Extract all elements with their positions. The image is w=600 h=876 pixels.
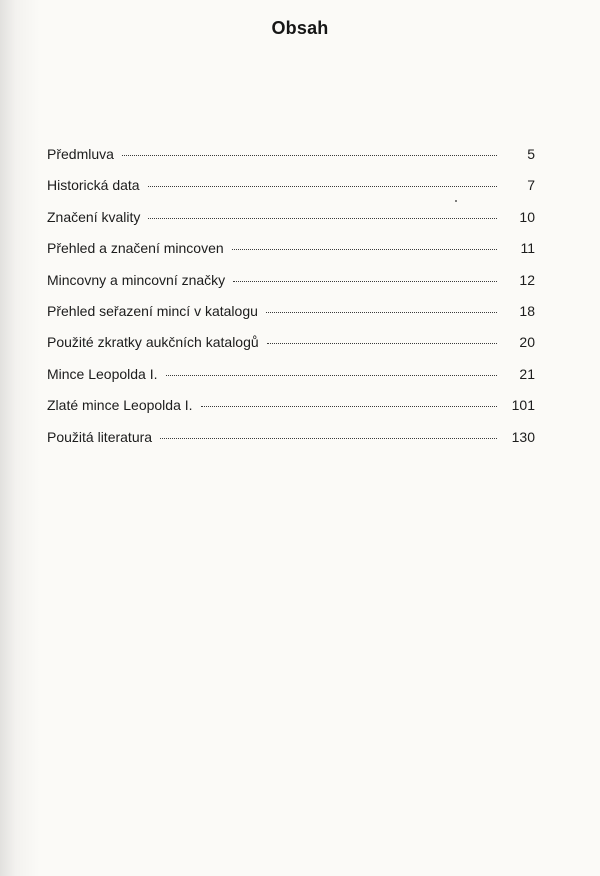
table-of-contents	[47, 146, 535, 460]
page-title: Obsah	[271, 18, 329, 38]
toc-dot-leader	[266, 312, 497, 313]
toc-entry-page: 20	[519, 334, 535, 351]
toc-entry	[47, 366, 535, 397]
toc-entry-label: Značení kvality	[47, 208, 141, 225]
toc-entry-label: Použitá literatura	[47, 428, 153, 445]
toc-entry-page: 101	[511, 397, 535, 414]
toc-entry-page: 130	[511, 428, 535, 445]
toc-entry-page: 7	[527, 177, 535, 194]
toc-dot-leader	[122, 155, 497, 156]
toc-entry-label: Zlaté mince Leopolda I.	[47, 397, 193, 414]
toc-dot-leader	[201, 406, 497, 407]
toc-entry-page: 12	[519, 271, 535, 288]
toc-entry	[47, 177, 535, 208]
toc-entry-label: Předmluva	[47, 146, 114, 162]
toc-entry-page: 5	[527, 146, 535, 162]
toc-dot-leader	[148, 186, 497, 187]
paper-speck	[455, 200, 457, 202]
toc-dot-leader	[232, 249, 497, 250]
toc-entry	[47, 146, 535, 177]
toc-entry	[47, 240, 535, 271]
toc-entry	[47, 303, 535, 334]
toc-entry	[47, 209, 535, 240]
page-gutter-shadow	[0, 0, 40, 876]
toc-entry-page: 11	[520, 240, 535, 257]
toc-dot-leader	[233, 281, 497, 282]
toc-entry	[47, 272, 535, 303]
toc-dot-leader	[148, 218, 497, 219]
toc-entry	[47, 429, 535, 460]
toc-entry	[47, 397, 535, 428]
toc-dot-leader	[267, 343, 497, 344]
toc-entry-page: 18	[519, 302, 535, 319]
toc-entry-label: Přehled a značení mincoven	[47, 240, 224, 257]
toc-entry-label: Přehled seřazení mincí v katalogu	[47, 302, 258, 319]
toc-dot-leader	[160, 438, 497, 439]
toc-entry-label: Použité zkratky aukčních katalogů	[47, 334, 259, 351]
toc-entry-label: Historická data	[47, 177, 140, 194]
toc-entry-page: 10	[519, 208, 535, 225]
toc-entry	[47, 334, 535, 365]
toc-entry-page: 21	[519, 365, 535, 382]
toc-entry-label: Mincovny a mincovní značky	[47, 271, 226, 288]
toc-entry-label: Mince Leopolda I.	[47, 365, 158, 382]
toc-dot-leader	[166, 375, 497, 376]
